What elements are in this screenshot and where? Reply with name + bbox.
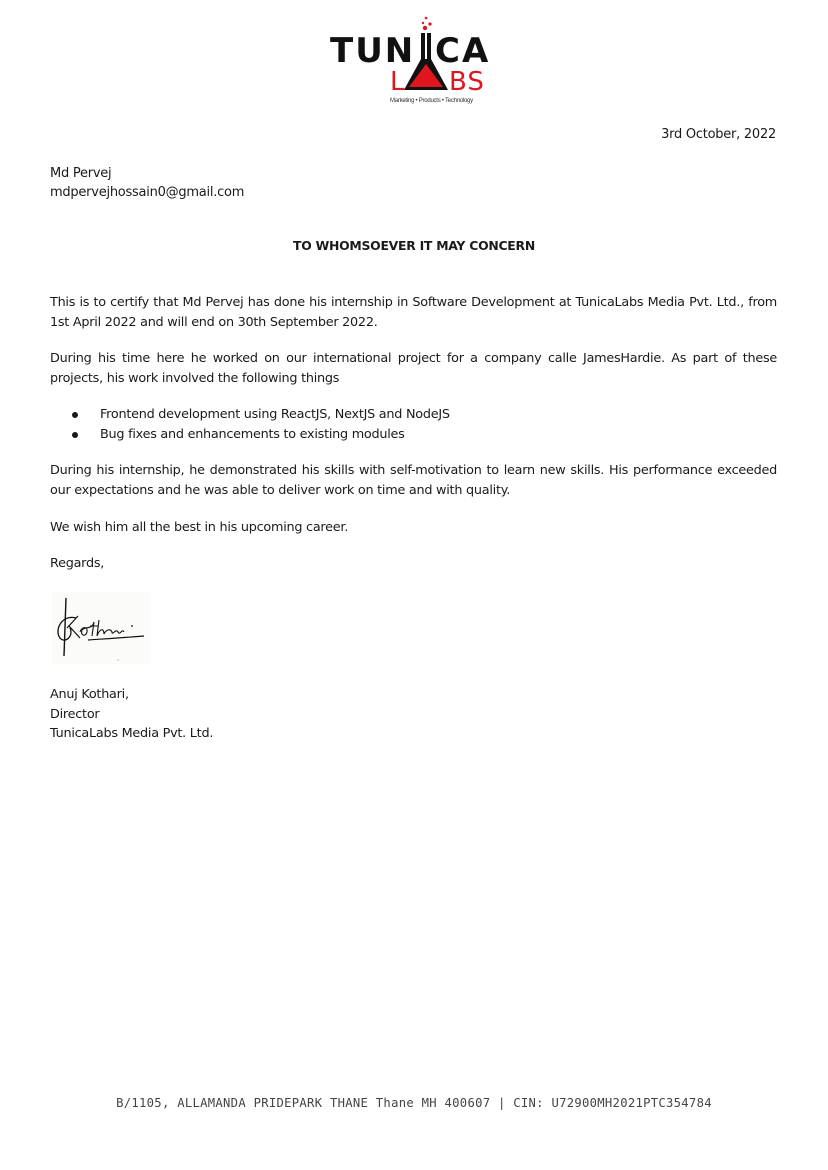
letter-subject: TO WHOMSOEVER IT MAY CONCERN bbox=[293, 238, 535, 253]
logo-text-bs: BS bbox=[449, 67, 485, 97]
signature-drawing bbox=[52, 592, 150, 664]
bullet-icon bbox=[72, 432, 78, 438]
logo-flask-neck-left bbox=[421, 33, 425, 59]
paragraph-wishes: We wish him all the best in his upcoming career. bbox=[50, 520, 349, 535]
recipient-email: mdpervejhossain0@gmail.com bbox=[50, 185, 245, 200]
list-item-text: Frontend development using ReactJS, NextJS and NodeJS bbox=[100, 407, 450, 422]
list-item bbox=[72, 405, 450, 425]
signer-block bbox=[50, 685, 213, 744]
logo-graphic bbox=[328, 14, 500, 106]
logo-bubble bbox=[422, 22, 424, 24]
company-logo bbox=[328, 14, 500, 106]
letter-date: 3rd October, 2022 bbox=[661, 127, 776, 142]
signer-name: Anuj Kothari, bbox=[50, 687, 129, 702]
signer-company: TunicaLabs Media Pvt. Ltd. bbox=[50, 726, 214, 741]
logo-text-l: L bbox=[390, 67, 405, 97]
logo-bubble bbox=[425, 17, 428, 20]
list-item-text: Bug fixes and enhancements to existing modules bbox=[100, 427, 405, 442]
bullet-icon bbox=[72, 412, 78, 418]
signature-image bbox=[52, 592, 150, 664]
work-list bbox=[72, 405, 450, 445]
signer-title: Director bbox=[50, 706, 100, 722]
logo-text-tun: TUN bbox=[330, 31, 416, 71]
paragraph-project: During his time here he worked on our international project for a company calle JamesHardie. As part of these projects, his work involved the following things bbox=[50, 351, 777, 386]
logo-text-ca: CA bbox=[435, 31, 491, 71]
footer-address: B/1105, ALLAMANDA PRIDEPARK THANE Thane MH 400607 | CIN: U72900MH2021PTC354784 bbox=[116, 1096, 712, 1110]
paragraph-performance: During his internship, he demonstrated his skills with self-motivation to learn new skills. His performance exceeded our expectations and he was able to deliver work on time and with quality. bbox=[50, 463, 777, 498]
logo-bubble bbox=[428, 22, 431, 25]
recipient-block bbox=[50, 164, 244, 202]
closing-regards: Regards, bbox=[50, 556, 105, 571]
logo-tagline: Marketing • Products • Technology bbox=[390, 98, 473, 104]
recipient-name: Md Pervej bbox=[50, 166, 112, 181]
list-item bbox=[72, 425, 450, 445]
paragraph-certification: This is to certify that Md Pervej has done his internship in Software Development at TunicaLabs Media Pvt. Ltd., from 1st April 2022 and will end on 30th September 2022. bbox=[50, 295, 777, 330]
logo-bubble bbox=[423, 26, 427, 30]
logo-flask-neck-right bbox=[427, 33, 431, 59]
